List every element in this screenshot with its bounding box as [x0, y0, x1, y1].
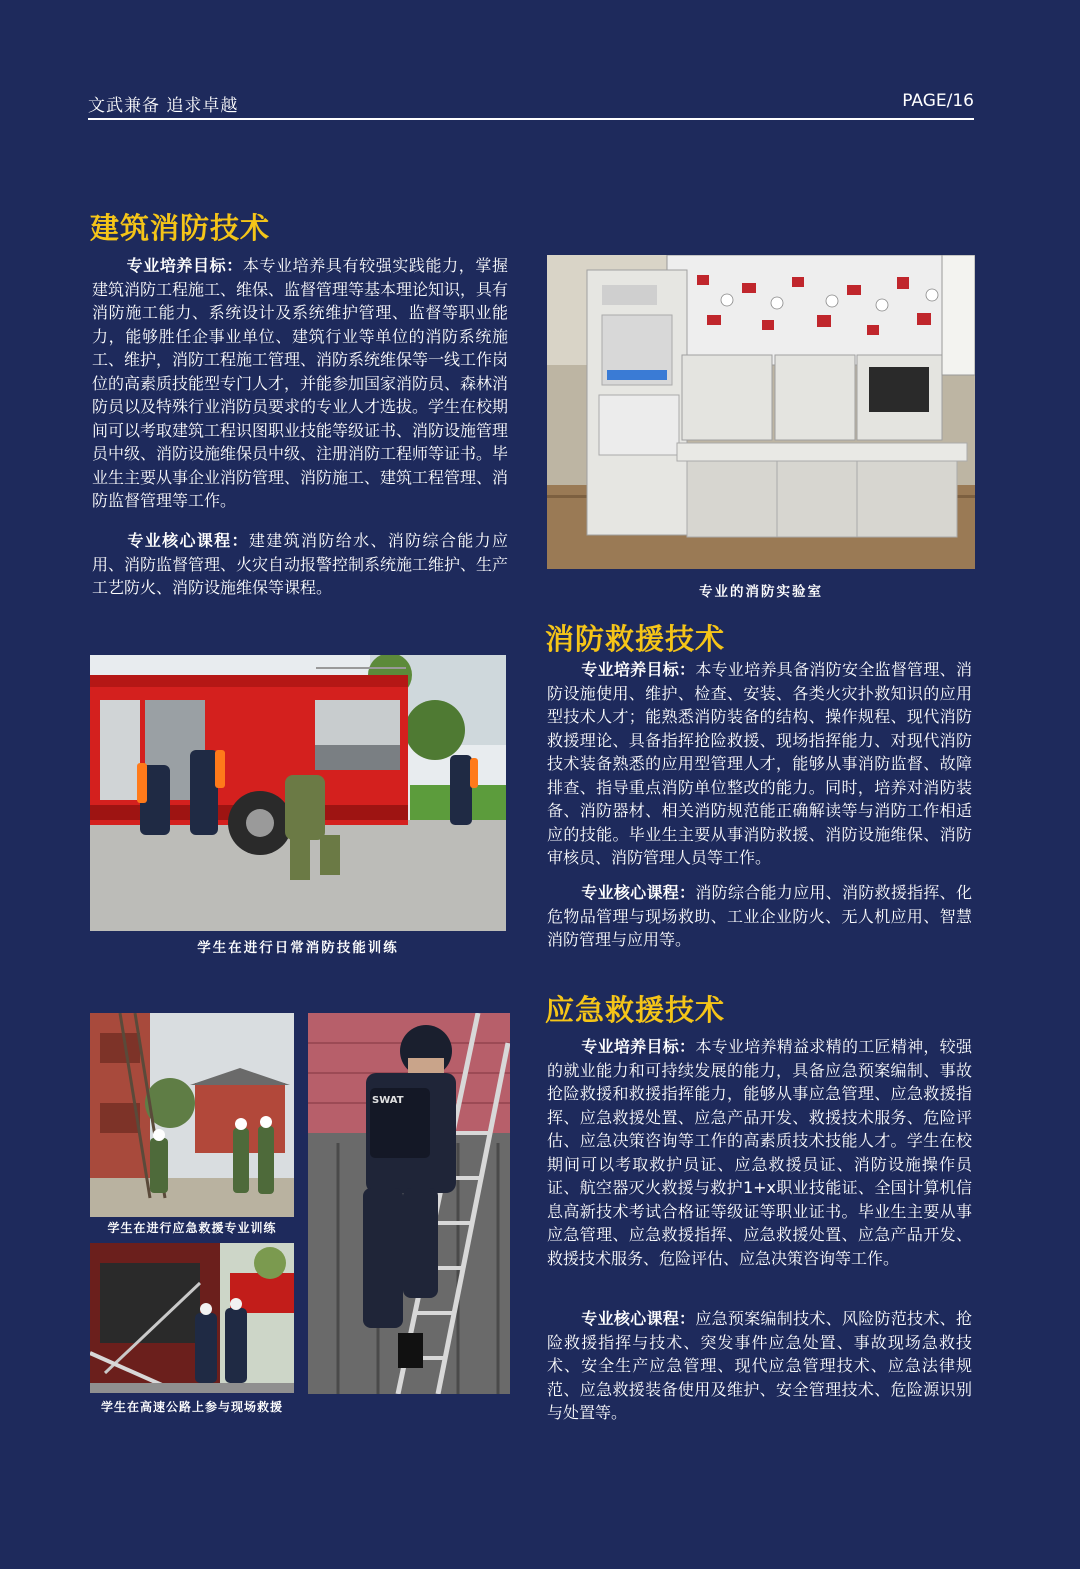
highway-rescue-photo — [90, 1243, 294, 1393]
header-slogan: 文武兼备 追求卓越 — [88, 96, 239, 116]
emergency-course-text: 应急预案编制技术、风险防范技术、抢险救援指挥与技术、突发事件应急处置、事故现场急救技术、安全生产应急管理、现代应急管理技术、应急法律规范、应急救援装备使用及维护、安全管理技术、危险源识别与处置等。 — [547, 1309, 972, 1422]
rescue-course-paragraph — [547, 881, 972, 952]
rescue-course-label: 专业核心课程： — [581, 883, 696, 902]
emergency-course-label: 专业核心课程： — [581, 1309, 696, 1328]
building-goal-text: 本专业培养具有较强实践能力，掌握建筑消防工程施工、维保、监督管理等基本理论知识，具有消防施工能力、系统设计及系统维护管理、监督等职业能力，能够胜任企事业单位、建筑行业等单位的消防系统施工、维护，消防工程施工管理、消防系统维保等一线工作岗位的高素质技能型专门人才，并能参加国家消防员、森林消防员以及特殊行业消防员要求的专业人才选拔。学生在校期间可以考取建筑工程识图职业技能等级证书、消防设施管理员中级、消防设施维保员中级、注册消防工程师等证书。毕业生主要从事企业消防管理、消防施工、建筑工程管理、消防监督管理等工作。 — [92, 256, 509, 510]
building-goal-paragraph — [92, 254, 508, 513]
rescue-goal-paragraph — [547, 658, 972, 870]
building-goal-label: 专业培养目标： — [126, 256, 243, 275]
header-rule — [88, 118, 974, 120]
emergency-goal-label: 专业培养目标： — [581, 1037, 696, 1056]
emergency-goal-paragraph — [547, 1035, 972, 1270]
building-course-paragraph — [92, 529, 508, 600]
building-course-text: 建建筑消防给水、消防综合能力应用、消防监督管理、火灾自动报警控制系统施工维护、生产工艺防火、消防设施维保等课程。 — [92, 531, 509, 597]
swat-ladder-photo — [308, 1013, 510, 1394]
lab-caption: 专业的消防实验室 — [699, 584, 823, 600]
rescue-course-text: 消防综合能力应用、消防救援指挥、化危物品管理与现场救助、工业企业防火、无人机应用、智慧消防管理与应用等。 — [547, 883, 972, 949]
page-header — [88, 88, 974, 120]
highway-caption: 学生在高速公路上参与现场救援 — [100, 1400, 283, 1414]
ladder-training-photo — [90, 1013, 294, 1217]
firetruck-caption: 学生在进行日常消防技能训练 — [197, 940, 399, 956]
page-number: PAGE/16 — [902, 91, 974, 111]
rescue-goal-label: 专业培养目标： — [581, 660, 696, 679]
swat-vest-text: SWAT — [372, 1095, 404, 1106]
fire-lab-photo — [547, 255, 975, 569]
ladder-caption: 学生在进行应急救援专业训练 — [107, 1221, 277, 1235]
section-title-rescue: 消防救援技术 — [545, 622, 726, 656]
section-title-emergency: 应急救援技术 — [545, 993, 726, 1027]
rescue-goal-text: 本专业培养具备消防安全监督管理、消防设施使用、维护、检查、安装、各类火灾扑救知识的应用型技术人才；能熟悉消防装备的结构、操作规程、现代消防救援理论、具备指挥抢险救援、现场指挥能力、对现代消防技术装备熟悉的应用型管理人才，能够从事消防监督、故障排查、指导重点消防单位整改的能力。同时，培养对消防装备、消防器材、相关消防规范能正确解读等与消防工作相适应的技能。毕业生主要从事消防救援、消防设施维保、消防审核员、消防管理人员等工作。 — [547, 660, 972, 867]
fire-truck-training-photo — [90, 655, 506, 931]
emergency-goal-text: 本专业培养精益求精的工匠精神，较强的就业能力和可持续发展的能力，具备应急预案编制、事故抢险救援和救援指挥能力，能够从事应急管理、应急救援指挥、应急救援处置、应急产品开发、救援技术服务、危险评估、应急决策咨询等工作的高素质技术技能人才。学生在校期间可以考取救护员证、应急救援员证、消防设施操作员证、航空器灭火救援与救护1+x职业技能证、全国计算机信息高新技术考试合格证等级证等职业证书。毕业生主要从事应急管理、应急救援指挥、应急救援处置、应急产品开发、救援技术服务、危险评估、应急决策咨询等工作。 — [547, 1037, 972, 1268]
building-course-label: 专业核心课程： — [126, 531, 249, 550]
emergency-course-paragraph — [547, 1307, 972, 1425]
section-title-building: 建筑消防技术 — [90, 211, 271, 245]
